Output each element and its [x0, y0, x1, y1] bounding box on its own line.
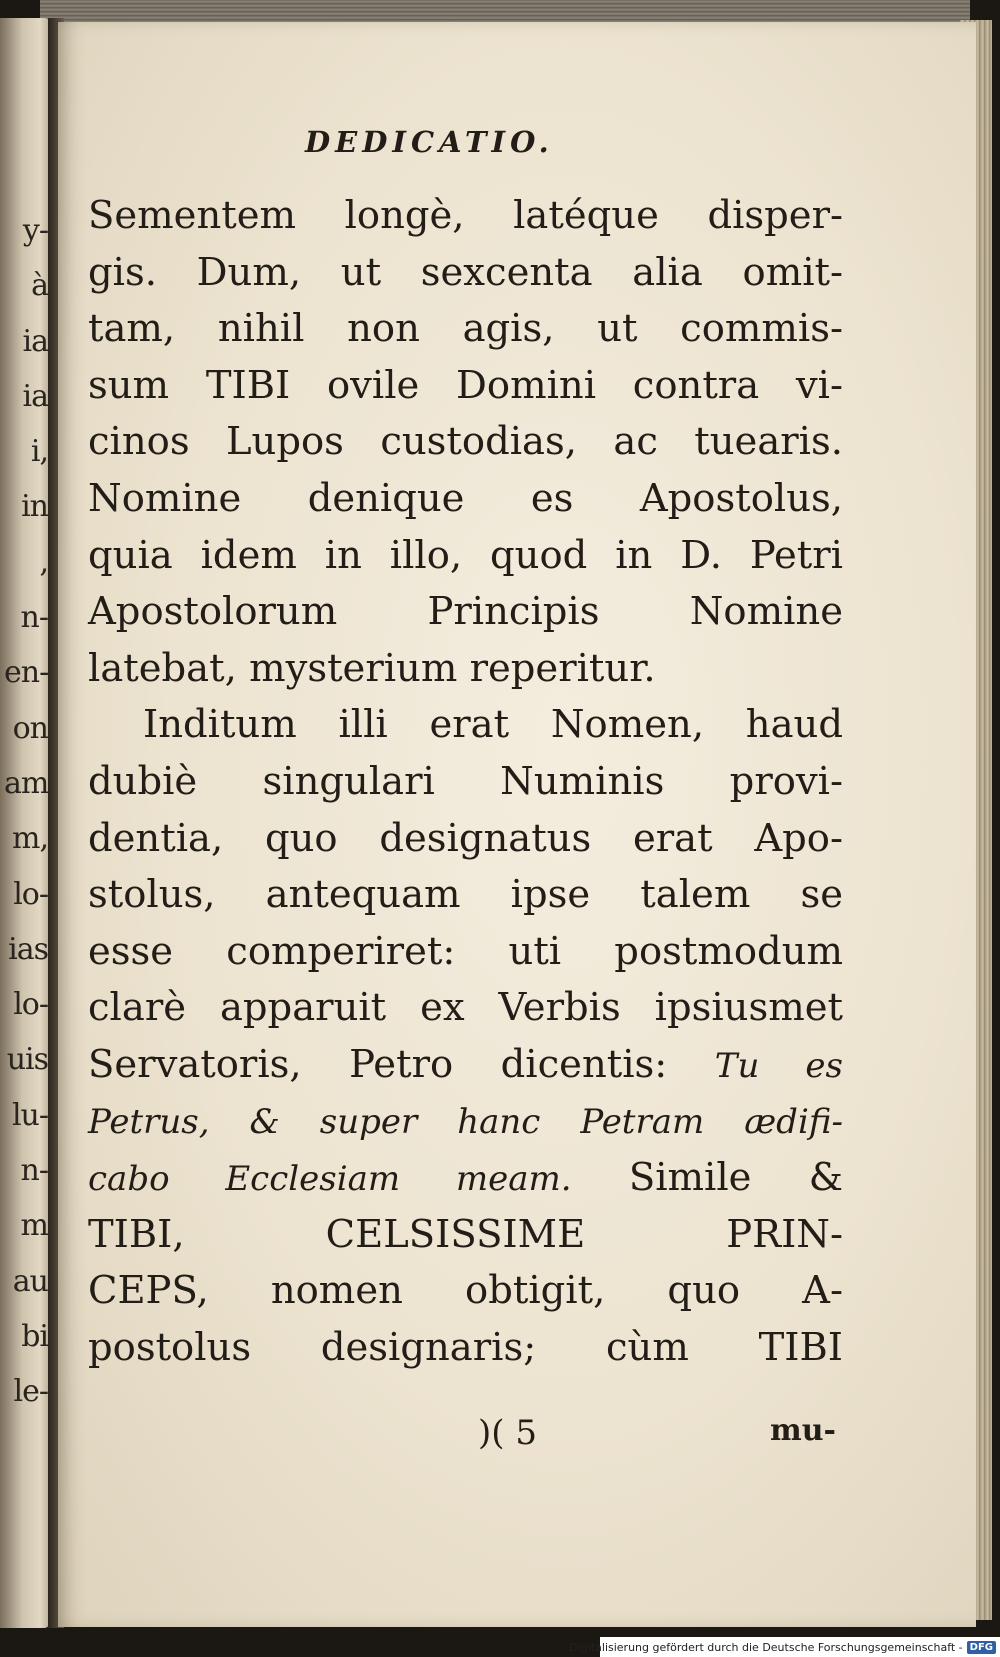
signature-mark: )( 5 [478, 1413, 537, 1453]
text-line: latebat, mysterium reperitur. [88, 645, 656, 691]
dfg-logo-icon: DFG [967, 1641, 996, 1654]
left-facing-page [0, 18, 50, 1628]
text-line: tam, nihil non agis, ut commis- [88, 306, 843, 352]
text-line: Petrus, & super hanc Petram ædifi- [88, 1101, 843, 1142]
text-italic: cabo Ecclesiam meam. [88, 1159, 572, 1200]
digitization-footer [569, 1637, 1000, 1657]
catchword: mu- [770, 1413, 837, 1448]
text-line [88, 1150, 843, 1207]
body-text [88, 188, 843, 1376]
text-line: CEPS, nomen obtigit, quo A- [88, 1268, 843, 1314]
text-roman: Servatoris, Petro dicentis: [88, 1041, 668, 1087]
text-line: clarè apparuit ex Verbis ipsiusmet [88, 985, 843, 1031]
text-italic: Tu es [714, 1045, 843, 1086]
left-page-text-fragment: y- à ia ia i, in , n- en- on am m, lo- ias lo- uis lu- n- m au bi le- [4, 213, 49, 1410]
text-line: dentia, quo designatus erat Apo- [88, 815, 843, 861]
text-line: gis. Dum, ut sexcenta alia omit- [88, 249, 843, 295]
text-line: cinos Lupos custodias, ac tuearis. [88, 419, 843, 465]
text-line: sum TIBI ovile Domini contra vi- [88, 362, 843, 408]
text-line: Apostolorum Principis Nomine [88, 589, 843, 635]
footer-credit: Digitalisierung gefördert durch die Deutsche Forschungsgemeinschaft - [569, 1640, 963, 1654]
text-line: Inditum illi erat Nomen, haud [143, 702, 843, 748]
text-roman: Simile & [628, 1155, 843, 1201]
text-line: TIBI, CELSISSIME PRIN- [88, 1211, 843, 1257]
text-line: dubiè singulari Numinis provi- [88, 758, 843, 804]
text-line [88, 1037, 843, 1094]
text-line: quia idem in illo, quod in D. Petri [88, 532, 843, 578]
text-line: Nomine denique es Apostolus, [88, 475, 843, 521]
text-line: esse comperiret: uti postmodum [88, 928, 843, 974]
text-line: stolus, antequam ipse talem se [88, 872, 843, 918]
text-line: Sementem longè, latéque disper- [88, 193, 843, 238]
running-head: DEDICATIO. [305, 125, 554, 159]
text-line: postolus designaris; cùm TIBI [88, 1324, 843, 1370]
